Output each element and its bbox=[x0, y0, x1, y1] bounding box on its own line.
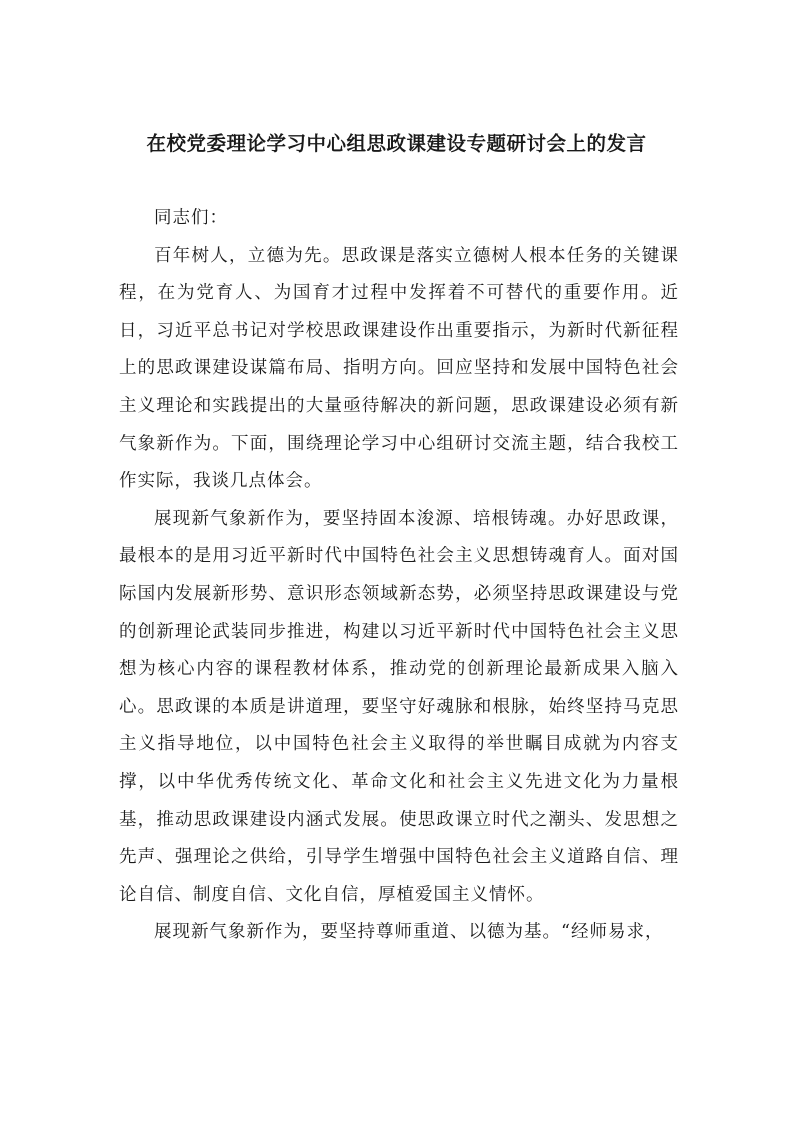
paragraph-1: 百年树人，立德为先。思政课是落实立德树人根本任务的关键课程，在为党育人、为国育才过程中发挥着不可替代的重要作用。近日，习近平总书记对学校思政课建设作出重要指示，为新时代新征程上的思政课建设谋篇布局、指明方向。回应坚持和发展中国特色社会主义理论和实践提出的大量亟待解决的新问题，思政课建设必须有新气象新作为。下面，围绕理论学习中心组研讨交流主题，结合我校工作实际，我谈几点体会。 bbox=[119, 245, 679, 492]
paragraph-2: 展现新气象新作为，要坚持固本浚源、培根铸魂。办好思政课，最根本的是用习近平新时代中国特色社会主义思想铸魂育人。面对国际国内发展新形势、意识形态领域新态势，必须坚持思政课建设与党的创新理论武装同步推进，构建以习近平新时代中国特色社会主义思想为核心内容的课程教材体系，推动党的创新理论最新成果入脑入心。思政课的本质是讲道理，要坚守好魂脉和根脉，始终坚持马克思主义指导地位，以中国特色社会主义取得的举世瞩目成就为内容支撑，以中华优秀传统文化、革命文化和社会主义先进文化为力量根基，推动思政课建设内涵式发展。使思政课立时代之潮头、发思想之先声、强理论之供给，引导学生增强中国特色社会主义道路自信、理论自信、制度自信、文化自信，厚植爱国主义情怀。 bbox=[119, 508, 679, 905]
document-body bbox=[119, 200, 679, 952]
document-title: 在校党委理论学习中心组思政课建设专题研讨会上的发言 bbox=[146, 132, 647, 155]
salutation: 同志们： bbox=[154, 208, 228, 228]
paragraph-3: 展现新气象新作为，要坚持尊师重道、以德为基。“经师易求， bbox=[154, 922, 664, 943]
